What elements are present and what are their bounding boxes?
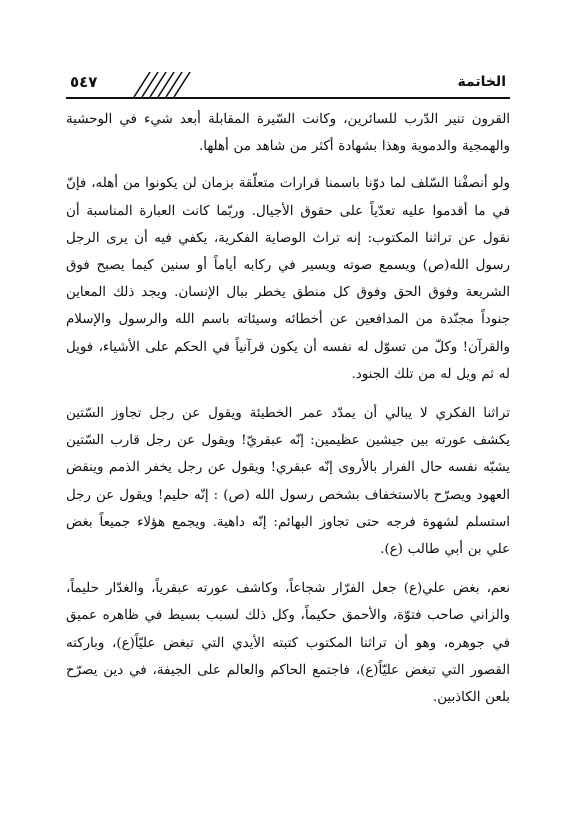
chapter-title: الخاتمة [457,74,506,90]
paragraph-2: ولو أنصفْنا السّلف لما دوّنا باسمنا قرارات متعلّقة بزمان لن يكونوا من أهله، فإنّ في ما أقدموا عليه تعدّياً على حقوق الأجيال. وربّما كانت العبارة المناسبة أن نقول عن تراثنا المكتوب: إنه تراث الوصاية الفكرية، يكفي فيه أن يرى الرجل رسول الله(ص) ويسمع صوته ويسير في ركابه أياماً أو سنين كيما يصبح فوق الشريعة وفوق الحق وفوق كل منطق يخطر ببال الإنسان. ويجد ذلك المعاين جنوداً مجنّدة من المدافعين عن أخطائه وسيئاته باسم الله والرسول والإسلام والقرآن! وكلّ من تسوّل له نفسه أن يكون قرآنياً في الحكم على الأشياء، فويل له ثم ويل له من تلك الجنود. [66,176,510,382]
header-rule [66,97,510,99]
header-slash-ornament [130,70,210,98]
paragraph-4: نعم، بغض علي(ع) جعل الفرّار شجاعاً، وكاشف عورته عبقرياً، والغدّار حليماً، والزاني صاحب فتوّة، والأحمق حكيماً، وكل ذلك لسبب بسيط في ظاهره عميق في جوهره، وهو أن تراثنا المكتوب كتبته الأيدي التي تبغض عليّاً(ع)، وباركته القصور التي تبغض عليّاً(ع)، فاجتمع الحاكم والعالم على الجيفة، في دين يصرّح بلعن الكاذبين. [66,581,510,706]
paragraph-3: تراثنا الفكري لا يبالي أن يمدّد عمر الخطيئة ويقول عن رجل تجاوز السّتين يكشف عورته بين جيشين عظيمين: إنّه عبقريّ! ويقول عن رجل قارب السّتين يشبّه نفسه حال الفرار بالأروى إنّه عبقري! ويقول عن رجل يخفر الذمم وينقض العهود ويصرّح بالاستخفاف بشخص رسول الله (ص) : إنّه حليم! ويقول عن رجل استسلم لشهوة فرجه حتى تجاوز البهائم: إنّه داهية. ويجمع هؤلاء جميعاً بغض علي بن أبي طالب (ع). [66,406,510,558]
paragraph-1: القرون تنير الدّرب للسائرين، وكانت السّيرة المقابلة أبعد شيء في الوحشية والهمجية والدموية وهذا بشهادة أكثر من شاهد من أهلها. [66,112,510,155]
running-header [66,70,510,98]
body-text [66,106,510,711]
page-number: ٥٤٧ [70,73,98,91]
